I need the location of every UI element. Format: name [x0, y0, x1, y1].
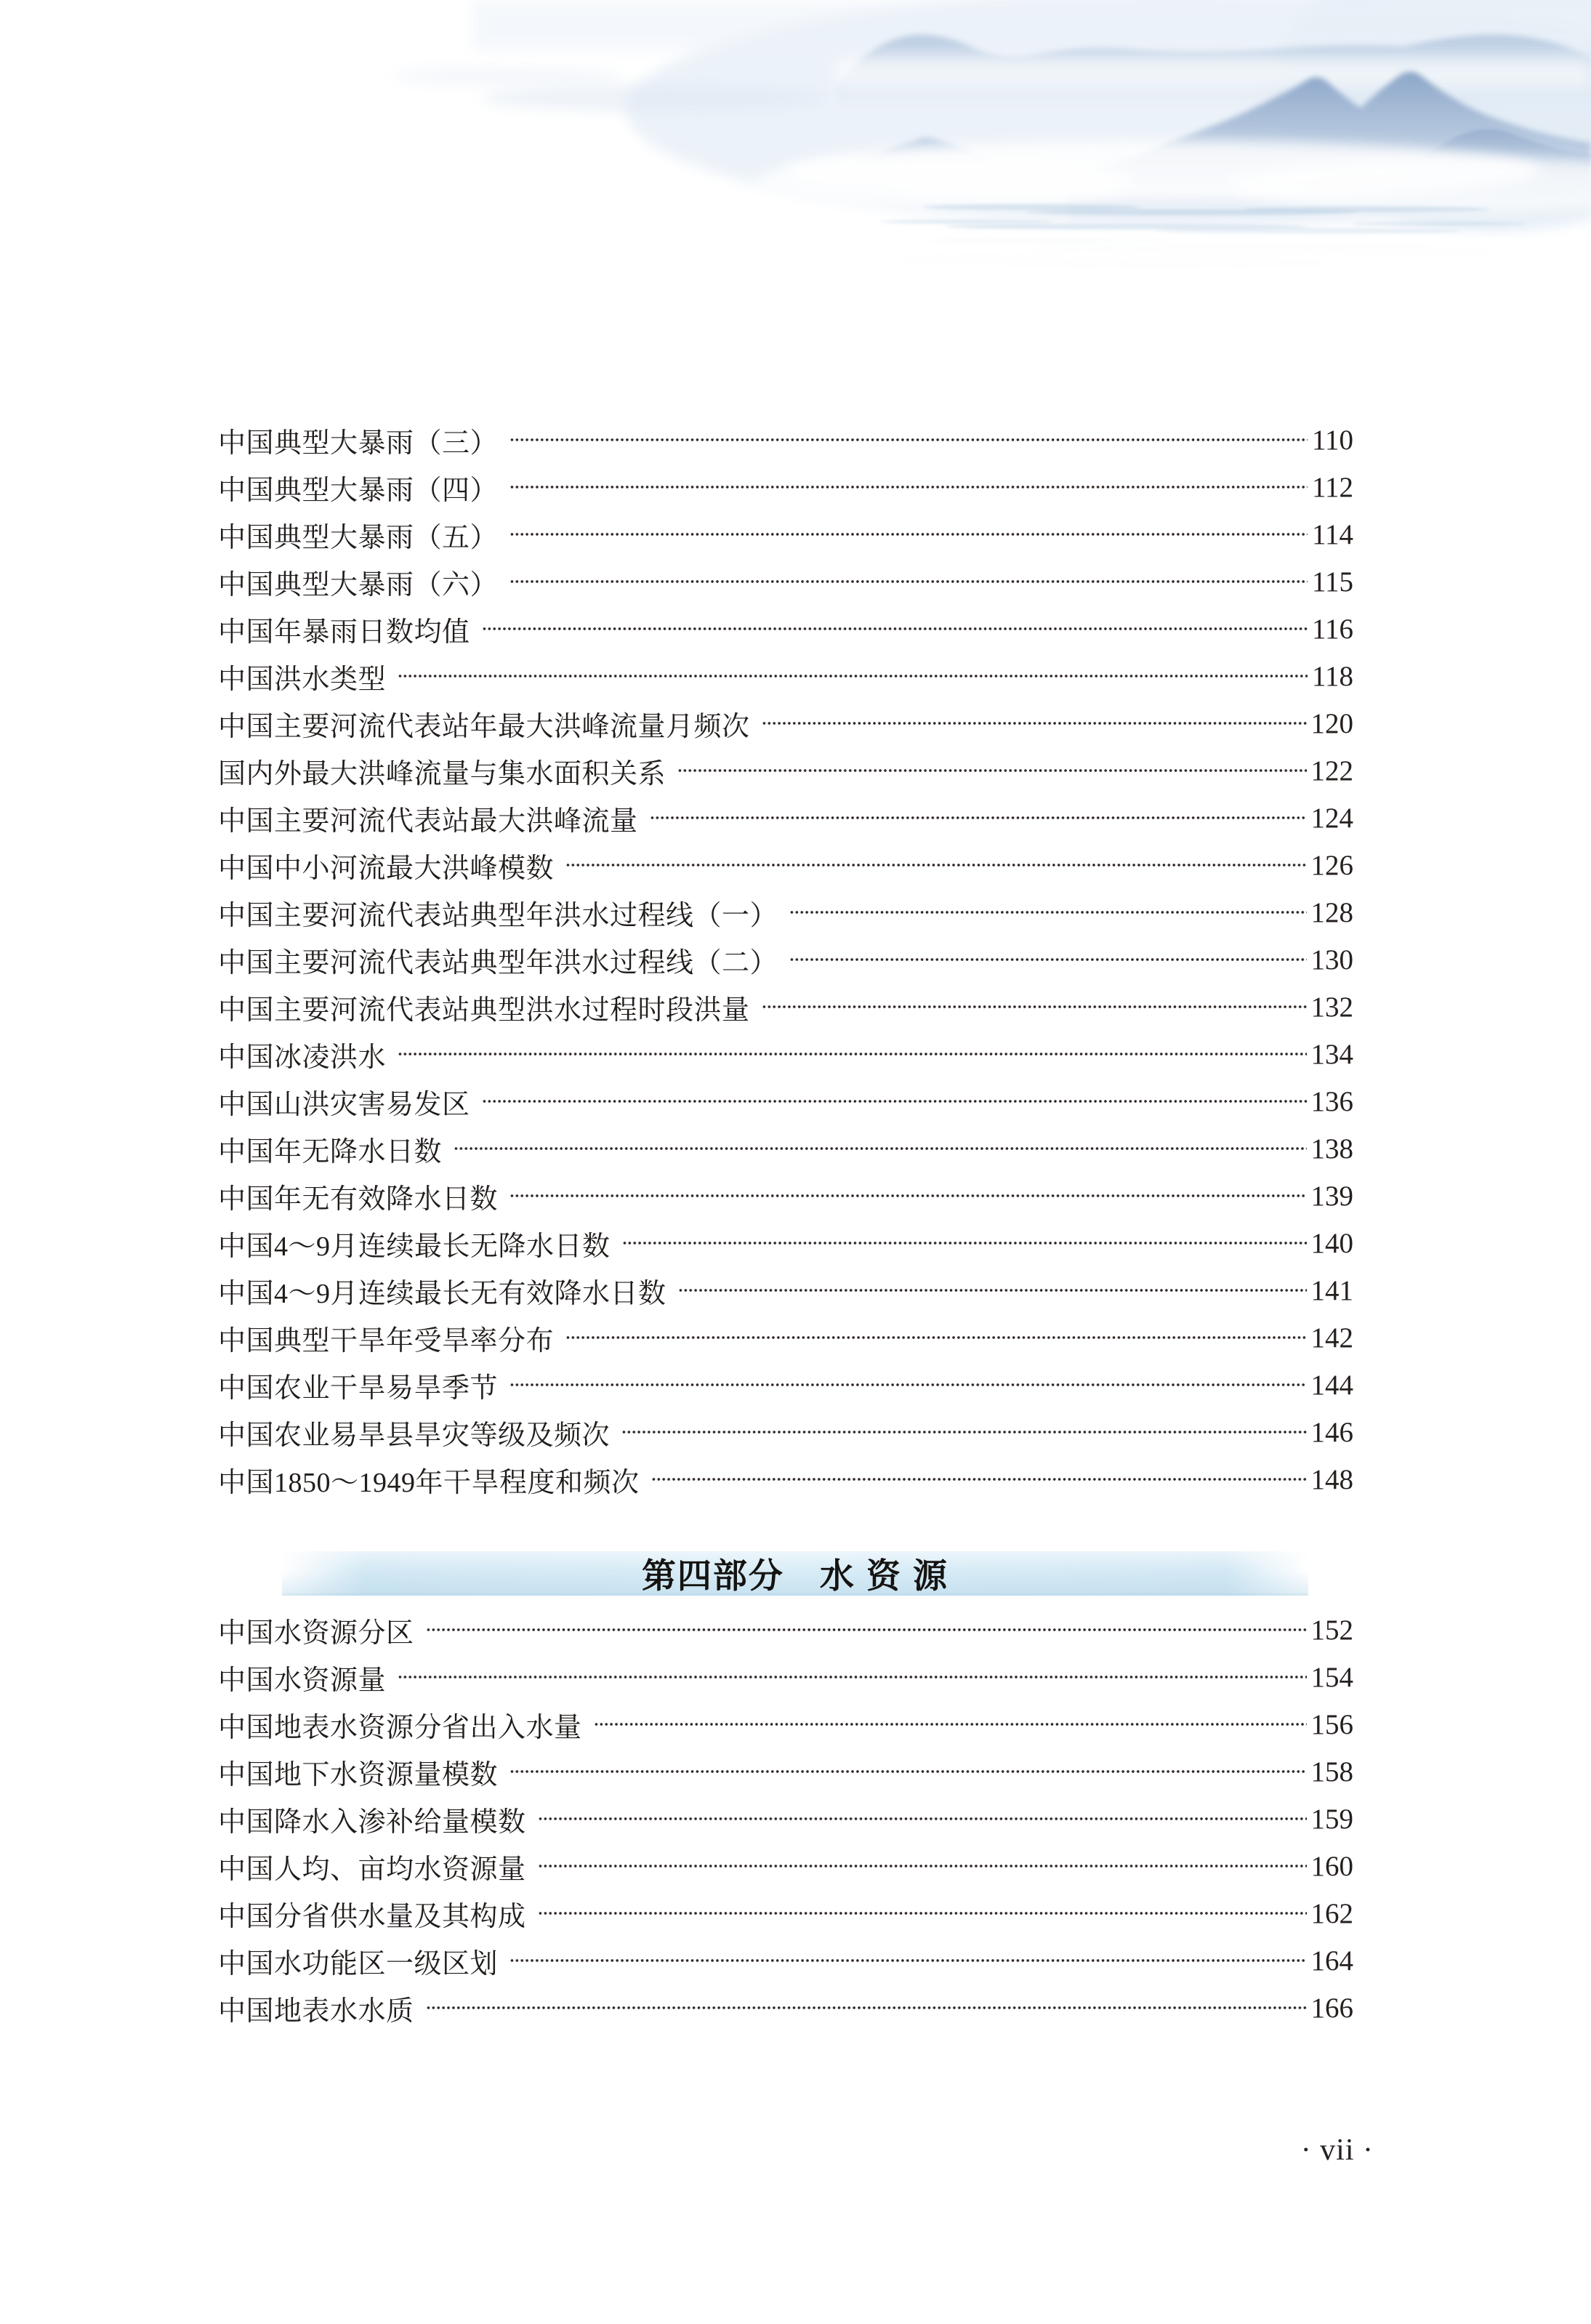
- toc-entry-page-number: 146: [1310, 1417, 1353, 1448]
- toc-entry-page-number: 164: [1310, 1945, 1353, 1977]
- toc-entry-title: 中国洪水类型: [218, 664, 387, 695]
- mountain-art-svg: [0, 0, 1591, 313]
- toc-leader-dots: [651, 1478, 1307, 1481]
- toc-entry-page-number: 136: [1310, 1086, 1353, 1117]
- toc-entry-page-number: 122: [1310, 755, 1353, 787]
- toc-entry-title: 中国典型大暴雨（三）: [218, 428, 499, 459]
- toc-leader-dots: [509, 1383, 1306, 1386]
- toc-entry: [218, 417, 1353, 464]
- table-of-contents: [218, 417, 1353, 2032]
- ink-mountain-water-art: [0, 0, 1591, 313]
- toc-entry-title: 中国1850～1949年干旱程度和频次: [218, 1468, 640, 1498]
- toc-entry-title: 中国主要河流代表站典型年洪水过程线（一）: [218, 901, 778, 931]
- toc-entry-title: 中国地表水水质: [218, 1996, 414, 2027]
- toc-list-part3: [218, 417, 1353, 1503]
- toc-leader-dots: [762, 722, 1307, 725]
- toc-entry-title: 中国年无有效降水日数: [218, 1184, 499, 1215]
- toc-entry: [218, 795, 1353, 842]
- toc-entry: [218, 1701, 1353, 1748]
- toc-leader-dots: [565, 1336, 1306, 1339]
- toc-leader-dots: [538, 1865, 1307, 1867]
- toc-entry-title: 中国分省供水量及其构成: [218, 1902, 526, 1932]
- toc-entry: [218, 1890, 1353, 1937]
- toc-entry: [218, 889, 1353, 936]
- toc-entry-title: 中国典型干旱年受旱率分布: [218, 1326, 555, 1356]
- toc-entry-title: 中国地表水资源分省出入水量: [218, 1713, 582, 1743]
- toc-entry-page-number: 139: [1310, 1181, 1353, 1212]
- toc-entry-title: 中国地下水资源量模数: [218, 1760, 499, 1790]
- toc-entry-page-number: 115: [1311, 566, 1353, 598]
- toc-entry: [218, 1031, 1353, 1078]
- toc-leader-dots: [398, 675, 1308, 678]
- toc-entry-title: 中国农业干旱易旱季节: [218, 1373, 499, 1404]
- toc-leader-dots: [565, 864, 1306, 867]
- toc-leader-dots: [538, 1912, 1307, 1915]
- toc-entry-title: 中国人均、亩均水资源量: [218, 1854, 526, 1885]
- toc-entry-title: 国内外最大洪峰流量与集水面积关系: [218, 759, 666, 789]
- toc-leader-dots: [426, 1628, 1307, 1631]
- toc-leader-dots: [762, 1005, 1307, 1008]
- toc-entry-title: 中国4～9月连续最长无有效降水日数: [218, 1279, 666, 1309]
- toc-entry: [218, 464, 1353, 511]
- toc-entry-title: 中国主要河流代表站年最大洪峰流量月频次: [218, 712, 750, 742]
- toc-entry: [218, 1654, 1353, 1701]
- toc-entry: [218, 700, 1353, 747]
- toc-leader-dots: [398, 1676, 1306, 1678]
- toc-leader-dots: [398, 1053, 1306, 1056]
- toc-entry-title: 中国主要河流代表站典型洪水过程时段洪量: [218, 995, 750, 1026]
- toc-entry-page-number: 114: [1311, 519, 1353, 550]
- toc-entry-title: 中国降水入渗补给量模数: [218, 1807, 526, 1838]
- toc-leader-dots: [482, 627, 1308, 630]
- toc-entry-title: 中国典型大暴雨（六）: [218, 570, 499, 600]
- toc-entry: [218, 653, 1353, 700]
- toc-entry-page-number: 148: [1310, 1464, 1353, 1495]
- toc-entry-page-number: 158: [1310, 1756, 1353, 1788]
- toc-entry: [218, 606, 1353, 653]
- toc-entry-title: 中国水资源分区: [218, 1618, 414, 1649]
- toc-entry-title: 中国中小河流最大洪峰模数: [218, 853, 555, 884]
- toc-entry: [218, 1409, 1353, 1456]
- toc-entry: [218, 747, 1353, 795]
- toc-entry: [218, 1456, 1353, 1503]
- toc-entry-title: 中国主要河流代表站典型年洪水过程线（二）: [218, 948, 778, 978]
- toc-entry-page-number: 141: [1310, 1275, 1353, 1306]
- toc-entry: [218, 1220, 1353, 1267]
- toc-entry-page-number: 110: [1311, 425, 1353, 456]
- toc-entry-title: 中国典型大暴雨（四）: [218, 475, 499, 506]
- toc-entry-page-number: 162: [1310, 1898, 1353, 1929]
- toc-entry: [218, 1748, 1353, 1796]
- toc-leader-dots: [482, 1100, 1307, 1103]
- toc-entry-title: 中国年暴雨日数均值: [218, 617, 470, 648]
- toc-entry: [218, 1607, 1353, 1654]
- toc-entry-page-number: 152: [1310, 1615, 1353, 1646]
- toc-leader-dots: [509, 1194, 1306, 1197]
- toc-entry-page-number: 159: [1310, 1804, 1353, 1835]
- toc-entry-title: 中国4～9月连续最长无降水日数: [218, 1231, 611, 1262]
- toc-leader-dots: [650, 816, 1307, 819]
- toc-entry: [218, 1267, 1353, 1314]
- toc-entry-page-number: 118: [1311, 661, 1353, 692]
- part4-heading-title: 第四部分 水 资 源: [641, 1556, 949, 1595]
- toc-leader-dots: [621, 1431, 1306, 1434]
- toc-entry: [218, 1125, 1353, 1173]
- toc-entry-title: 中国主要河流代表站最大洪峰流量: [218, 806, 638, 837]
- toc-entry-page-number: 112: [1311, 472, 1353, 503]
- toc-leader-dots: [509, 486, 1308, 488]
- toc-entry-title: 中国山洪灾害易发区: [218, 1090, 470, 1120]
- toc-list-part4: [218, 1607, 1353, 2032]
- toc-entry: [218, 984, 1353, 1031]
- toc-entry: [218, 1985, 1353, 2032]
- toc-leader-dots: [454, 1147, 1306, 1150]
- toc-entry: [218, 1078, 1353, 1125]
- toc-entry-page-number: 140: [1310, 1228, 1353, 1259]
- toc-leader-dots: [509, 1770, 1306, 1773]
- toc-leader-dots: [678, 1289, 1307, 1292]
- toc-entry-page-number: 156: [1310, 1709, 1353, 1740]
- toc-entry: [218, 1362, 1353, 1409]
- toc-entry-title: 中国年无降水日数: [218, 1137, 443, 1167]
- toc-leader-dots: [594, 1723, 1307, 1726]
- toc-leader-dots: [538, 1817, 1307, 1820]
- toc-entry-page-number: 130: [1310, 944, 1353, 976]
- toc-entry: [218, 558, 1353, 606]
- toc-entry: [218, 936, 1353, 984]
- toc-leader-dots: [789, 958, 1306, 961]
- toc-entry-page-number: 166: [1310, 1993, 1353, 2024]
- toc-entry: [218, 1314, 1353, 1362]
- toc-leader-dots: [509, 438, 1308, 441]
- toc-entry-page-number: 124: [1310, 803, 1353, 834]
- toc-entry-page-number: 120: [1310, 708, 1353, 739]
- toc-entry-title: 中国农业易旱县旱灾等级及频次: [218, 1420, 611, 1451]
- toc-leader-dots: [426, 2006, 1307, 2009]
- toc-entry-title: 中国水功能区一级区划: [218, 1949, 499, 1979]
- toc-leader-dots: [622, 1242, 1307, 1245]
- toc-leader-dots: [509, 1959, 1306, 1962]
- toc-entry: [218, 1937, 1353, 1985]
- toc-entry-title: 中国典型大暴雨（五）: [218, 523, 499, 553]
- toc-entry-title: 中国水资源量: [218, 1665, 387, 1696]
- toc-entry-page-number: 138: [1310, 1133, 1353, 1165]
- toc-entry-page-number: 154: [1310, 1662, 1353, 1693]
- toc-entry-page-number: 116: [1311, 614, 1353, 645]
- toc-entry: [218, 842, 1353, 889]
- part4-heading-band: [282, 1551, 1308, 1596]
- toc-entry-page-number: 128: [1310, 897, 1353, 928]
- toc-leader-dots: [789, 911, 1306, 914]
- toc-leader-dots: [677, 769, 1306, 772]
- toc-leader-dots: [509, 533, 1308, 536]
- toc-entry-page-number: 160: [1310, 1851, 1353, 1882]
- toc-entry: [218, 1796, 1353, 1843]
- toc-entry: [218, 1173, 1353, 1220]
- toc-leader-dots: [509, 580, 1308, 583]
- toc-entry-page-number: 144: [1310, 1370, 1353, 1401]
- toc-entry-title: 中国冰凌洪水: [218, 1042, 387, 1073]
- toc-entry-page-number: 126: [1310, 850, 1353, 881]
- page-number-folio: · vii ·: [1300, 2134, 1374, 2167]
- toc-entry: [218, 1843, 1353, 1890]
- toc-entry: [218, 511, 1353, 558]
- toc-entry-page-number: 142: [1310, 1322, 1353, 1354]
- toc-entry-page-number: 132: [1310, 992, 1353, 1023]
- toc-entry-page-number: 134: [1310, 1039, 1353, 1070]
